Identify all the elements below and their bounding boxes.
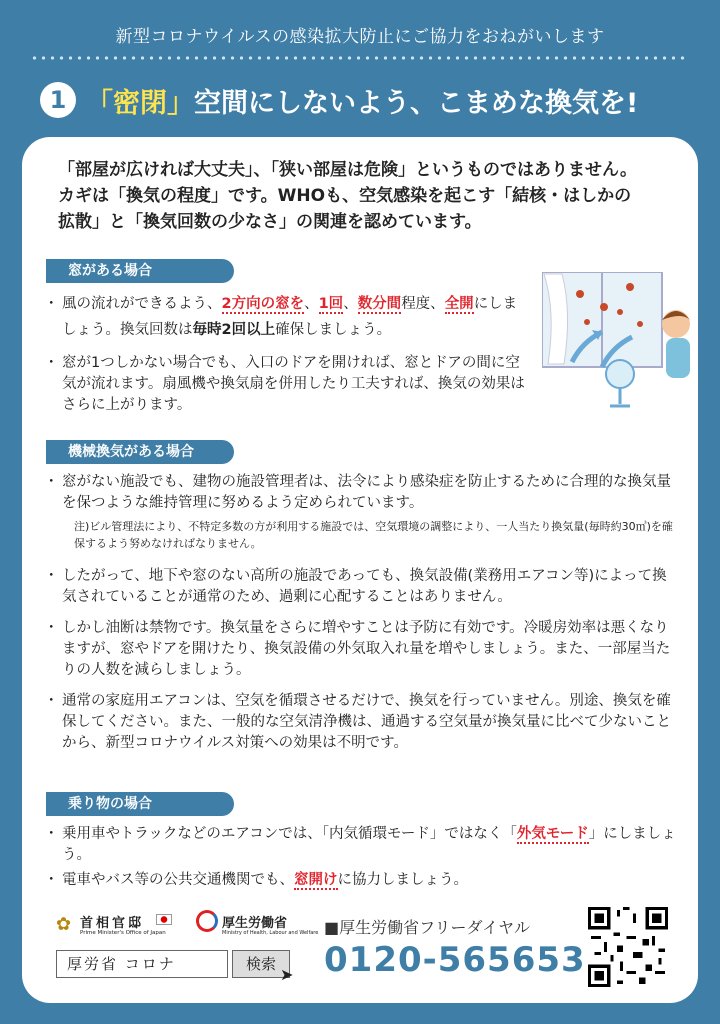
top-banner: 新型コロナウイルスの感染拡大防止にご協力をおねがいします [115,27,605,47]
japan-flag-icon [156,914,172,925]
headline [40,78,700,122]
cursor-icon: ➤ [280,965,294,984]
list-item: ・ したがって、地下や窓のない高所の施設であっても、換気設備(業務用エアコン等)によって換気されていることが通常のため、過剰に心配することはありません。 [46,566,676,608]
intro-line: 「部屋が広ければ大丈夫」、「狭い部屋は危険」というものではありません。 [58,160,638,180]
qr-code[interactable] [588,907,668,987]
list-item: ・ しかし油断は禁物です。換気量をさらに増やすことは予防に有効です。冷暖房効率は悪くなりますが、窓やドアを開けたり、換気設備の外気取入れ量を増やしましょう。また、一部屋当たりの人数を減らしましょう。 [46,618,676,681]
vehicle-bullets [46,824,676,901]
note-text: 注)ビル管理法により、不特定多数の方が利用する施設では、空気環境の調整により、一人当たり換気量(毎時約30㎥)を確保するよう努めなければなりません。 [74,520,673,550]
section-label-mechanical: 機械換気がある場合 [46,440,234,464]
headline-text: 空間にしないよう、こまめな換気を! [194,87,639,119]
section-label-window: 窓がある場合 [46,259,234,283]
section-label-vehicle: 乗り物の場合 [46,792,234,816]
mhlw-name: 厚生労働省 [222,916,288,931]
kantei-name: 首相官邸 [80,916,145,931]
list-item: ・ 電車やバス等の公共交通機関でも、窓開けに協力しましょう。 [46,870,676,891]
window-fan-illustration [542,272,692,412]
freedial-number: 0120-565653 [324,940,586,980]
freedial-label: ■厚生労働省フリーダイヤル [324,918,530,937]
mhlw-english: Ministry of Health, Labour and Welfare [222,930,319,936]
content-card [22,137,698,1003]
kantei-emblem-icon: ✿ [56,914,72,935]
kantei-english: Prime Minister's Office of Japan [80,930,166,936]
list-item: ・ 乗用車やトラックなどのエアコンでは、「内気循環モード」ではなく「外気モード」にしましょう。 [46,824,676,866]
intro-paragraph [58,157,678,235]
list-item: ・ 窓が1つしかない場合でも、入口のドアを開ければ、窓とドアの間に空気が流れます。扇風機や換気扇を併用したり工夫すれば、換気の効果はさらに上がります。 [46,353,526,416]
window-bullets [46,291,526,426]
search-input[interactable]: 厚労省 コロナ [56,950,228,978]
headline-quote: 「密閉」 [86,87,194,119]
mhlw-logo-icon [196,910,218,932]
mechanical-bullets [46,472,676,764]
list-item: ・ 通常の家庭用エアコンは、空気を循環させるだけで、換気を行っていません。別途、換気を確保してください。また、一般的な空気清浄機は、通過する空気量が換気量に比べて少ないことから、新型コロナウイルス対策への効果は不明です。 [46,691,676,754]
search-button[interactable]: 検索 [232,950,290,978]
dotted-divider [30,56,690,60]
list-item: ・ 風の流れができるよう、2方向の窓を、1回、数分間程度、全開にしましょう。換気回数は毎時2回以上確保しましょう。 [46,291,526,343]
intro-line: カギは「換気の程度」です。WHOも、空気感染を起こす「結核・はしかの [58,186,632,206]
list-item: ・ 窓がない施設でも、建物の施設管理者は、法令により感染症を防止するために合理的な換気量を保つような維持管理に努めるよう定められています。 [46,472,676,514]
number-badge: 1 [40,82,76,118]
intro-line: 拡散」と「換気回数の少なさ」の関連を認めています。 [58,212,482,232]
logos [56,910,326,944]
